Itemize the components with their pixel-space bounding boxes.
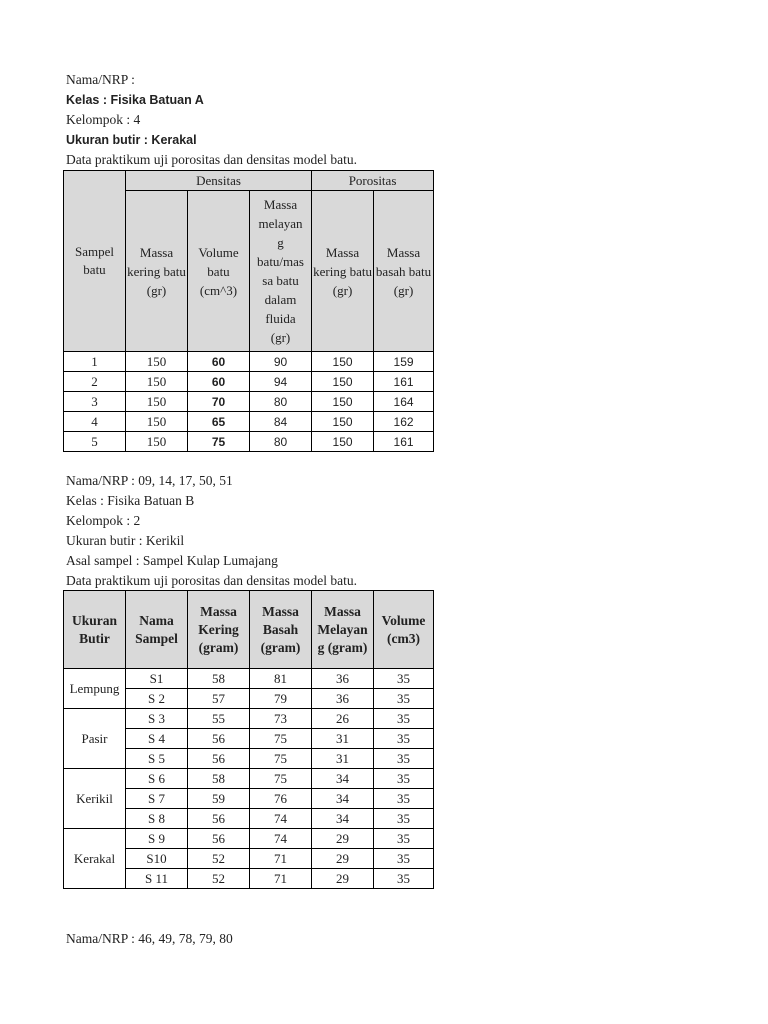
- header-massa-melayang-line: g (gram): [317, 639, 368, 655]
- table-row: [64, 669, 434, 689]
- cell-sampel: 5: [64, 432, 126, 452]
- header-massa-kering: Massa kering batu (gr): [126, 191, 188, 352]
- table-row: [64, 709, 434, 729]
- header-massa-melayang-line: g: [277, 235, 284, 251]
- cell-massa-melayang: 31: [312, 729, 374, 749]
- cell-massa-melayang: 29: [312, 849, 374, 869]
- cell-massa-melayang: 80: [250, 432, 312, 452]
- header-massa-melayang: [250, 191, 312, 352]
- cell-massa-basah: 75: [250, 749, 312, 769]
- cell-volume: 60: [188, 372, 250, 392]
- cell-nama-sampel: S 2: [126, 689, 188, 709]
- header-massa-melayang-line: batu/mas: [257, 254, 304, 270]
- cell-massa-melayang: 26: [312, 709, 374, 729]
- cell-por-massa-kering: 150: [312, 392, 374, 412]
- cell-massa-basah: 79: [250, 689, 312, 709]
- cell-nama-sampel: S 11: [126, 869, 188, 889]
- cell-por-massa-kering: 150: [312, 372, 374, 392]
- header-sampel-batu: Sampel batu: [64, 171, 126, 352]
- header-nama-sampel: Nama Sampel: [126, 591, 188, 669]
- cell-massa-kering: 56: [188, 729, 250, 749]
- cell-massa-basah: 81: [250, 669, 312, 689]
- cell-volume: 75: [188, 432, 250, 452]
- cell-massa-kering: 57: [188, 689, 250, 709]
- cell-nama-sampel: S 5: [126, 749, 188, 769]
- section3-nama: Nama/NRP : 46, 49, 78, 79, 80: [66, 931, 233, 946]
- cell-massa-kering: 150: [126, 412, 188, 432]
- cell-massa-kering: 150: [126, 432, 188, 452]
- cell-massa-melayang: 90: [250, 352, 312, 372]
- section2-kelas: Kelas : Fisika Batuan B: [66, 493, 195, 508]
- section1-ukuran: Ukuran butir : Kerakal: [66, 133, 197, 147]
- section2-kelompok: Kelompok : 2: [66, 513, 141, 528]
- cell-massa-melayang: 34: [312, 789, 374, 809]
- cell-por-massa-basah: 164: [374, 392, 434, 412]
- section1-nama: Nama/NRP :: [66, 72, 135, 87]
- cell-massa-melayang: 36: [312, 689, 374, 709]
- header-massa-basah: Massa Basah (gram): [250, 591, 312, 669]
- cell-volume: 70: [188, 392, 250, 412]
- header-volume-batu: Volume batu (cm^3): [188, 191, 250, 352]
- cell-massa-basah: 75: [250, 769, 312, 789]
- cell-volume: 35: [374, 769, 434, 789]
- cell-massa-melayang: 34: [312, 809, 374, 829]
- cell-massa-kering: 52: [188, 849, 250, 869]
- table-row: [64, 412, 434, 432]
- cell-nama-sampel: S10: [126, 849, 188, 869]
- cell-massa-kering: 150: [126, 372, 188, 392]
- cell-ukuran-butir: Pasir: [64, 709, 126, 769]
- cell-massa-basah: 71: [250, 869, 312, 889]
- cell-volume: 35: [374, 869, 434, 889]
- cell-sampel: 4: [64, 412, 126, 432]
- header-massa-melayang-line: dalam: [264, 292, 297, 308]
- section1-kelas: Kelas : Fisika Batuan A: [66, 93, 204, 107]
- cell-ukuran-butir: Lempung: [64, 669, 126, 709]
- cell-massa-basah: 74: [250, 809, 312, 829]
- header-massa-melayang-line: fluida: [265, 311, 296, 327]
- cell-por-massa-basah: 161: [374, 432, 434, 452]
- cell-sampel: 3: [64, 392, 126, 412]
- cell-volume: 35: [374, 689, 434, 709]
- section2-ukuran: Ukuran butir : Kerikil: [66, 533, 185, 548]
- cell-massa-melayang: 36: [312, 669, 374, 689]
- cell-volume: 65: [188, 412, 250, 432]
- header-ukuran-butir: Ukuran Butir: [64, 591, 126, 669]
- header-group-densitas: Densitas: [126, 171, 312, 191]
- header-massa-melayang-line: (gr): [270, 330, 291, 346]
- table-row: [64, 392, 434, 412]
- cell-massa-kering: 150: [126, 352, 188, 372]
- cell-massa-kering: 56: [188, 749, 250, 769]
- porosity-density-table-2: [63, 590, 434, 889]
- cell-massa-melayang: 84: [250, 412, 312, 432]
- cell-volume: 35: [374, 829, 434, 849]
- cell-massa-kering: 59: [188, 789, 250, 809]
- cell-massa-basah: 75: [250, 729, 312, 749]
- cell-massa-melayang: 80: [250, 392, 312, 412]
- cell-massa-melayang: 31: [312, 749, 374, 769]
- section2-caption: Data praktikum uji porositas dan densitas model batu.: [66, 573, 357, 588]
- header-massa-melayang-line: Massa: [324, 603, 361, 619]
- section1-caption: Data praktikum uji porositas dan densitas model batu.: [66, 152, 357, 167]
- cell-nama-sampel: S1: [126, 669, 188, 689]
- cell-por-massa-kering: 150: [312, 432, 374, 452]
- cell-por-massa-kering: 150: [312, 412, 374, 432]
- section1-kelompok: Kelompok : 4: [66, 112, 141, 127]
- header-group-porositas: Porositas: [312, 171, 434, 191]
- header-massa-melayang-line: Massa: [263, 197, 298, 213]
- cell-massa-melayang: 29: [312, 829, 374, 849]
- cell-nama-sampel: S 4: [126, 729, 188, 749]
- header-massa-melayang-line: sa batu: [262, 273, 299, 289]
- section2-nama: Nama/NRP : 09, 14, 17, 50, 51: [66, 473, 233, 488]
- cell-massa-basah: 76: [250, 789, 312, 809]
- cell-nama-sampel: S 8: [126, 809, 188, 829]
- cell-volume: 35: [374, 729, 434, 749]
- cell-volume: 60: [188, 352, 250, 372]
- cell-massa-kering: 58: [188, 769, 250, 789]
- cell-por-massa-basah: 161: [374, 372, 434, 392]
- cell-massa-kering: 52: [188, 869, 250, 889]
- cell-nama-sampel: S 6: [126, 769, 188, 789]
- cell-sampel: 1: [64, 352, 126, 372]
- cell-sampel: 2: [64, 372, 126, 392]
- cell-nama-sampel: S 3: [126, 709, 188, 729]
- cell-massa-kering: 150: [126, 392, 188, 412]
- cell-volume: 35: [374, 669, 434, 689]
- cell-massa-kering: 58: [188, 669, 250, 689]
- header-massa-kering: Massa Kering (gram): [188, 591, 250, 669]
- cell-massa-kering: 56: [188, 829, 250, 849]
- header-massa-melayang: [312, 591, 374, 669]
- section2-asal: Asal sampel : Sampel Kulap Lumajang: [66, 553, 278, 568]
- cell-massa-basah: 71: [250, 849, 312, 869]
- cell-massa-melayang: 34: [312, 769, 374, 789]
- table-row: [64, 352, 434, 372]
- cell-nama-sampel: S 9: [126, 829, 188, 849]
- cell-volume: 35: [374, 789, 434, 809]
- cell-massa-kering: 55: [188, 709, 250, 729]
- cell-massa-basah: 73: [250, 709, 312, 729]
- cell-nama-sampel: S 7: [126, 789, 188, 809]
- cell-por-massa-basah: 162: [374, 412, 434, 432]
- table-row: [64, 432, 434, 452]
- header-massa-melayang-line: Melayan: [317, 621, 368, 637]
- cell-por-massa-basah: 159: [374, 352, 434, 372]
- cell-volume: 35: [374, 849, 434, 869]
- header-por-massa-basah: Massa basah batu (gr): [374, 191, 434, 352]
- cell-massa-kering: 56: [188, 809, 250, 829]
- header-volume: Volume (cm3): [374, 591, 434, 669]
- cell-ukuran-butir: Kerikil: [64, 769, 126, 829]
- cell-massa-basah: 74: [250, 829, 312, 849]
- cell-por-massa-kering: 150: [312, 352, 374, 372]
- table-row: [64, 372, 434, 392]
- cell-volume: 35: [374, 709, 434, 729]
- header-massa-melayang-line: melayan: [258, 216, 303, 232]
- table-row: [64, 769, 434, 789]
- cell-massa-melayang: 94: [250, 372, 312, 392]
- cell-massa-melayang: 29: [312, 869, 374, 889]
- cell-volume: 35: [374, 749, 434, 769]
- cell-volume: 35: [374, 809, 434, 829]
- porosity-density-table-1: [63, 170, 434, 452]
- table-row: [64, 829, 434, 849]
- cell-ukuran-butir: Kerakal: [64, 829, 126, 889]
- header-por-massa-kering: Massa kering batu (gr): [312, 191, 374, 352]
